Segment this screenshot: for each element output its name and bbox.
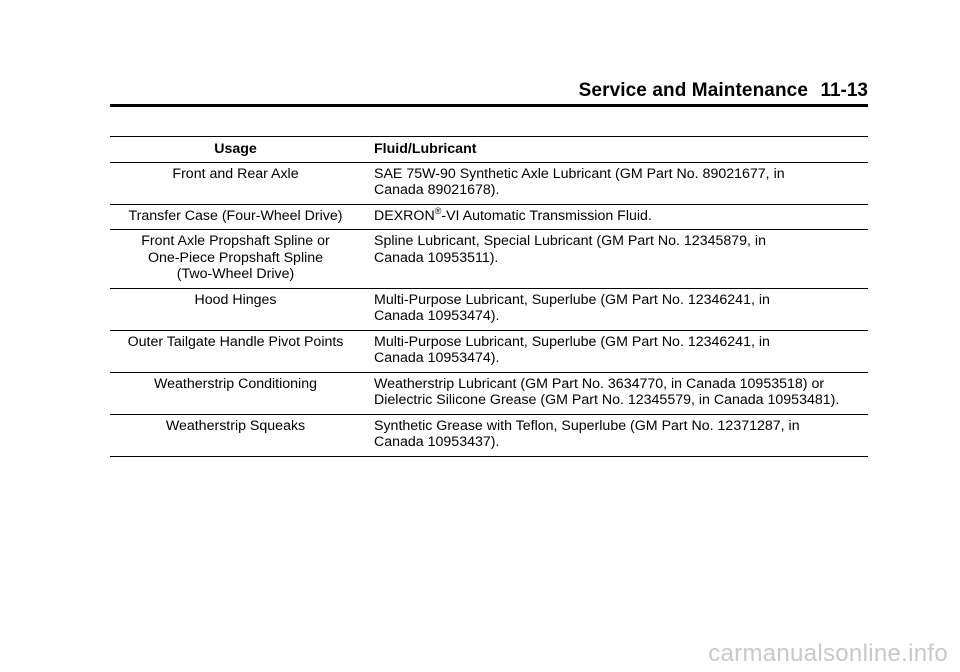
table-row [110,288,868,330]
page-header [110,80,868,107]
usage-text: Weatherstrip Conditioning [154,375,317,392]
fluid-text: SAE 75W-90 Synthetic Axle Lubricant (GM Part No. 89021677, in [374,165,785,182]
fluid-cell [365,288,868,330]
section-title: Service and Maintenance [578,80,808,101]
fluid-text: Canada 10953437). [374,434,500,450]
usage-text: One-Piece Propshaft Spline [147,249,324,266]
fluid-text: Canada 10953474). [374,350,500,366]
fluid-cell [365,414,868,456]
fluid-text: Canada 89021678). [374,182,500,198]
usage-text: (Two-Wheel Drive) [176,266,295,282]
fluid-cell [365,204,868,230]
fluid-text: Synthetic Grease with Teflon, Superlube (GM Part No. 12371287, in [374,417,800,434]
usage-cell [110,288,365,330]
table-row [110,330,868,372]
usage-cell [110,204,365,230]
registered-trademark: ® [434,205,442,216]
table-row [110,372,868,414]
usage-cell [110,330,365,372]
fluid-text: Multi-Purpose Lubricant, Superlube (GM Part No. 12346241, in [374,291,770,308]
table-row [110,204,868,230]
table-row [110,162,868,204]
table-header-row [110,137,868,163]
usage-cell [110,230,365,289]
fluid-text: Multi-Purpose Lubricant, Superlube (GM Part No. 12346241, in [374,333,770,350]
column-header-fluid-lubricant: Fluid/Lubricant [365,137,868,163]
fluid-text: Weatherstrip Lubricant (GM Part No. 3634770, in Canada 10953518) or [374,375,825,392]
fluid-text [374,205,862,225]
column-header-usage: Usage [110,137,365,163]
fluid-text: Canada 10953511). [374,249,499,266]
usage-text: Transfer Case (Four-Wheel Drive) [128,207,343,224]
fluid-lubricant-table [110,136,868,457]
fluid-text: Dielectric Silicone Grease (GM Part No. 12345579, in Canada 10953481). [374,392,840,408]
fluid-text-rest: -VI Automatic Transmission Fluid. [441,207,652,224]
fluid-text: Spline Lubricant, Special Lubricant (GM Part No. 12345879, in [374,233,766,249]
usage-text: Front Axle Propshaft Spline or [141,233,330,249]
usage-cell [110,162,365,204]
fluid-cell [365,372,868,414]
usage-text: Outer Tailgate Handle Pivot Points [127,333,344,350]
usage-text: Hood Hinges [194,291,277,308]
usage-text: Weatherstrip Squeaks [165,417,306,434]
brand-name: DEXRON [374,207,435,224]
fluid-cell [365,230,868,289]
page-number: 11-13 [820,80,868,101]
table-row [110,414,868,456]
fluid-cell [365,162,868,204]
fluid-cell [365,330,868,372]
table-row [110,230,868,289]
watermark-text: carmanualsonline.info [708,640,948,667]
usage-text: Front and Rear Axle [172,165,299,182]
usage-cell [110,372,365,414]
usage-cell [110,414,365,456]
fluid-text: Canada 10953474). [374,308,500,324]
